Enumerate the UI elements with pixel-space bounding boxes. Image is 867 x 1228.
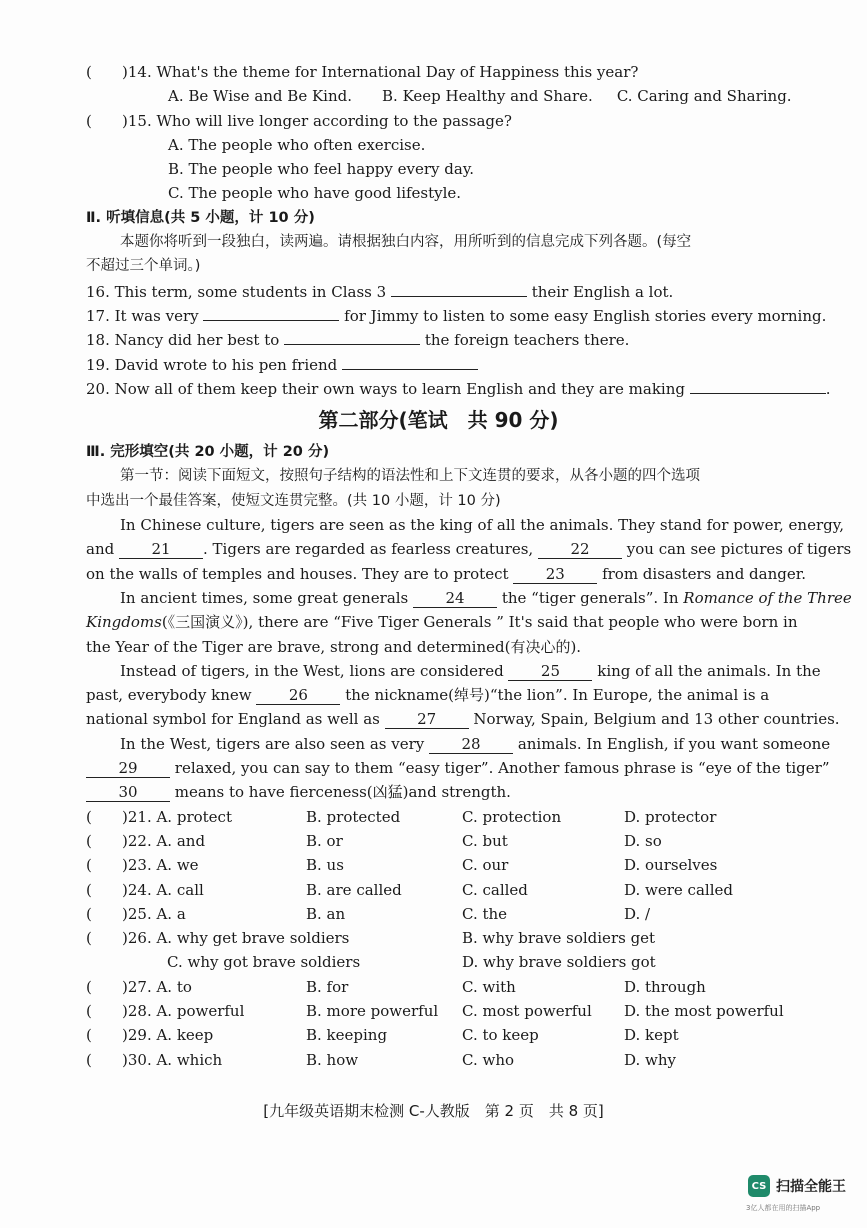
q17-text-end: for Jimmy to listen to some easy English stories every morning. <box>344 306 827 325</box>
question-17 <box>86 303 827 327</box>
option-d: D. were called <box>624 880 733 899</box>
q20-text: 20. Now all of them keep their own ways to learn English and they are making <box>86 379 685 398</box>
question-16 <box>86 279 791 303</box>
options-26-cont <box>86 950 791 974</box>
answer-paren: ( <box>86 807 92 826</box>
part-2-title: 第二部分(笔试 共 90 分) <box>318 408 559 433</box>
passage-text: national symbol for England as well as <box>86 710 380 729</box>
question-stem: )15. Who will live longer according to the passage? <box>122 111 512 130</box>
q19-blank[interactable] <box>342 352 478 370</box>
blank-27[interactable]: 27 <box>385 711 469 729</box>
q19-text: 19. David wrote to his pen friend <box>86 355 338 374</box>
options-25 <box>86 902 791 926</box>
blank-24[interactable]: 24 <box>413 590 497 608</box>
question-18 <box>86 327 791 351</box>
passage-line <box>86 562 807 586</box>
section-2-instruction-cont: 不超过三个单词。) <box>86 258 201 275</box>
options-23 <box>86 853 791 877</box>
q18-text: 18. Nancy did her best to <box>86 331 280 350</box>
option-c: C. why got brave soldiers <box>167 953 361 972</box>
question-stem: )14. What's the theme for International Day of Happiness this year? <box>122 63 639 81</box>
book-title: Kingdoms <box>86 613 162 632</box>
passage-text: relaxed, you can say to them “easy tiger”. Another famous phrase is “eye of the tiger” <box>174 759 830 778</box>
option-d: D. ourselves <box>624 856 718 875</box>
exam-page <box>86 60 852 1072</box>
option-a: )26. A. why get brave soldiers <box>122 929 350 948</box>
option-a: )23. A. we <box>122 856 199 875</box>
passage-line <box>86 756 830 780</box>
passage-text: In the West, tigers are also seen as very <box>120 734 425 753</box>
options-22 <box>86 829 791 853</box>
blank-30[interactable]: 30 <box>86 784 170 802</box>
option-c: C. Caring and Sharing. <box>616 87 792 106</box>
option-c: C. called <box>462 880 528 899</box>
passage-text: and <box>86 540 115 559</box>
option-c: C. most powerful <box>462 1001 592 1020</box>
option-a: A. The people who often exercise. <box>168 135 426 154</box>
question-14-options <box>86 84 791 108</box>
section-3-instruction: 第一节：阅读下面短文，按照句子结构的语法性和上下文连贯的要求，从各小题的四个选项 <box>120 468 700 485</box>
answer-paren: ( <box>86 880 92 899</box>
option-a: )29. A. keep <box>122 1026 214 1045</box>
option-c: C. to keep <box>462 1026 539 1045</box>
option-a: )28. A. powerful <box>122 1001 245 1020</box>
passage-text: the “tiger generals”. In <box>501 588 679 607</box>
passage-line: In Chinese culture, tigers are seen as the king of all the animals. They stand for power, energy, <box>120 516 844 535</box>
option-b: B. are called <box>306 880 402 899</box>
option-a: )24. A. call <box>122 880 204 899</box>
passage-text: Instead of tigers, in the West, lions are considered <box>120 661 504 680</box>
option-d: D. protector <box>624 807 717 826</box>
option-b: B. protected <box>306 807 401 826</box>
passage-text: In ancient times, some great generals <box>120 588 409 607</box>
q20-period: . <box>825 379 831 398</box>
blank-25[interactable]: 25 <box>508 663 592 681</box>
options-26 <box>86 926 791 950</box>
q16-blank[interactable] <box>391 279 527 297</box>
answer-paren: ( <box>86 1026 92 1045</box>
passage-text: (《三国演义》), there are “Five Tiger Generals ” It's said that people who were born in <box>161 613 798 632</box>
blank-28[interactable]: 28 <box>429 736 513 754</box>
answer-paren: ( <box>86 904 92 923</box>
passage-text: . Tigers are regarded as fearless creatures, <box>203 540 534 559</box>
passage-text: from disasters and danger. <box>602 564 807 583</box>
option-d: D. through <box>624 977 706 996</box>
passage-line <box>86 732 831 756</box>
option-b: B. Keep Healthy and Share. <box>382 87 593 106</box>
book-title: Romance of the Three <box>683 588 852 607</box>
option-b: B. or <box>306 831 343 850</box>
q17-blank[interactable] <box>203 303 339 321</box>
option-b: B. more powerful <box>306 1001 439 1020</box>
options-28 <box>86 999 791 1023</box>
q18-text-end: the foreign teachers there. <box>424 331 630 350</box>
passage-line: the Year of the Tiger are brave, strong and determined(有决心的). <box>86 637 582 656</box>
brand-tagline: 3亿人都在用的扫描App <box>746 1204 821 1212</box>
blank-21[interactable]: 21 <box>119 541 203 559</box>
option-d: D. so <box>624 831 662 850</box>
option-a: )21. A. protect <box>122 807 232 826</box>
option-b: B. us <box>306 856 344 875</box>
passage-line <box>86 683 791 707</box>
option-c: C. who <box>462 1050 515 1069</box>
blank-26[interactable]: 26 <box>256 687 340 705</box>
q16-text: 16. This term, some students in Class 3 <box>86 282 387 301</box>
question-14 <box>86 60 791 84</box>
section-2-instruction: 本题你将听到一段独白，读两遍。请根据独白内容，用所听到的信息完成下列各题。(每空 <box>120 234 692 251</box>
camscanner-logo-icon: CS <box>748 1175 770 1197</box>
passage-text: you can see pictures of tigers <box>626 540 852 559</box>
passage-text: Norway, Spain, Belgium and 13 other countries. <box>473 710 840 729</box>
answer-paren: ( <box>86 977 92 996</box>
q17-text: 17. It was very <box>86 306 199 325</box>
option-a: )30. A. which <box>122 1050 223 1069</box>
option-d: D. the most powerful <box>624 1001 784 1020</box>
answer-paren: ( <box>86 1001 92 1020</box>
option-b: B. why brave soldiers get <box>462 929 656 948</box>
option-a: )22. A. and <box>122 831 206 850</box>
section-3-title: Ⅲ. 完形填空(共 20 小题，计 20 分) <box>86 444 330 461</box>
option-c: C. the <box>462 904 508 923</box>
blank-23[interactable]: 23 <box>513 566 597 584</box>
question-19 <box>86 352 791 376</box>
passage-text: the nickname(绰号)“the lion”. In Europe, the animal is a <box>345 686 770 705</box>
passage-text: king of all the animals. In the <box>597 661 821 680</box>
answer-paren: ( <box>86 929 92 948</box>
option-c: C. with <box>462 977 516 996</box>
q18-blank[interactable] <box>284 327 420 345</box>
option-a: A. Be Wise and Be Kind. <box>168 87 353 106</box>
passage-line <box>86 659 821 683</box>
option-c: C. The people who have good lifestyle. <box>168 184 462 203</box>
option-b: B. The people who feel happy every day. <box>168 160 475 179</box>
question-20 <box>86 376 831 400</box>
q20-blank[interactable] <box>690 376 826 394</box>
answer-paren: ( <box>86 111 92 130</box>
option-c: C. our <box>462 856 509 875</box>
passage-line <box>86 780 791 804</box>
answer-paren: ( <box>86 63 92 81</box>
passage-text: on the walls of temples and houses. They are to protect <box>86 564 509 583</box>
option-d: D. kept <box>624 1026 679 1045</box>
answer-paren: ( <box>86 1050 92 1069</box>
option-c: C. but <box>462 831 508 850</box>
option-d: D. why brave soldiers got <box>462 953 656 972</box>
passage-line <box>86 537 852 561</box>
option-b: B. an <box>306 904 346 923</box>
option-b: B. how <box>306 1050 359 1069</box>
option-d: D. / <box>624 904 651 923</box>
blank-22[interactable]: 22 <box>538 541 622 559</box>
passage-line <box>86 586 852 610</box>
option-b: B. for <box>306 977 349 996</box>
option-b: B. keeping <box>306 1026 388 1045</box>
blank-29[interactable]: 29 <box>86 760 170 778</box>
section-2-title: Ⅱ. 听填信息(共 5 小题，计 10 分) <box>86 209 315 226</box>
scanner-watermark <box>748 1175 846 1197</box>
option-a: )25. A. a <box>122 904 186 923</box>
passage-text: means to have fierceness(凶猛)and strength. <box>174 783 511 802</box>
option-d: D. why <box>624 1050 677 1069</box>
brand-name: 扫描全能王 <box>776 1179 846 1195</box>
options-27 <box>86 975 791 999</box>
passage-text: past, everybody knew <box>86 686 252 705</box>
options-30 <box>86 1048 791 1072</box>
answer-paren: ( <box>86 831 92 850</box>
passage-line <box>86 707 840 731</box>
passage-line <box>86 610 798 634</box>
question-15 <box>86 109 791 133</box>
option-c: C. protection <box>462 807 562 826</box>
page-footer: [九年级英语期末检测 C-人教版 第 2 页 共 8 页] <box>263 1102 604 1120</box>
passage-text: animals. In English, if you want someone <box>517 734 831 753</box>
option-a: )27. A. to <box>122 977 192 996</box>
q16-text-end: their English a lot. <box>531 282 674 301</box>
answer-paren: ( <box>86 856 92 875</box>
options-29 <box>86 1023 791 1047</box>
options-21 <box>86 805 791 829</box>
options-24 <box>86 878 791 902</box>
section-3-instruction-cont: 中选出一个最佳答案，使短文连贯完整。(共 10 小题，计 10 分) <box>86 492 501 509</box>
